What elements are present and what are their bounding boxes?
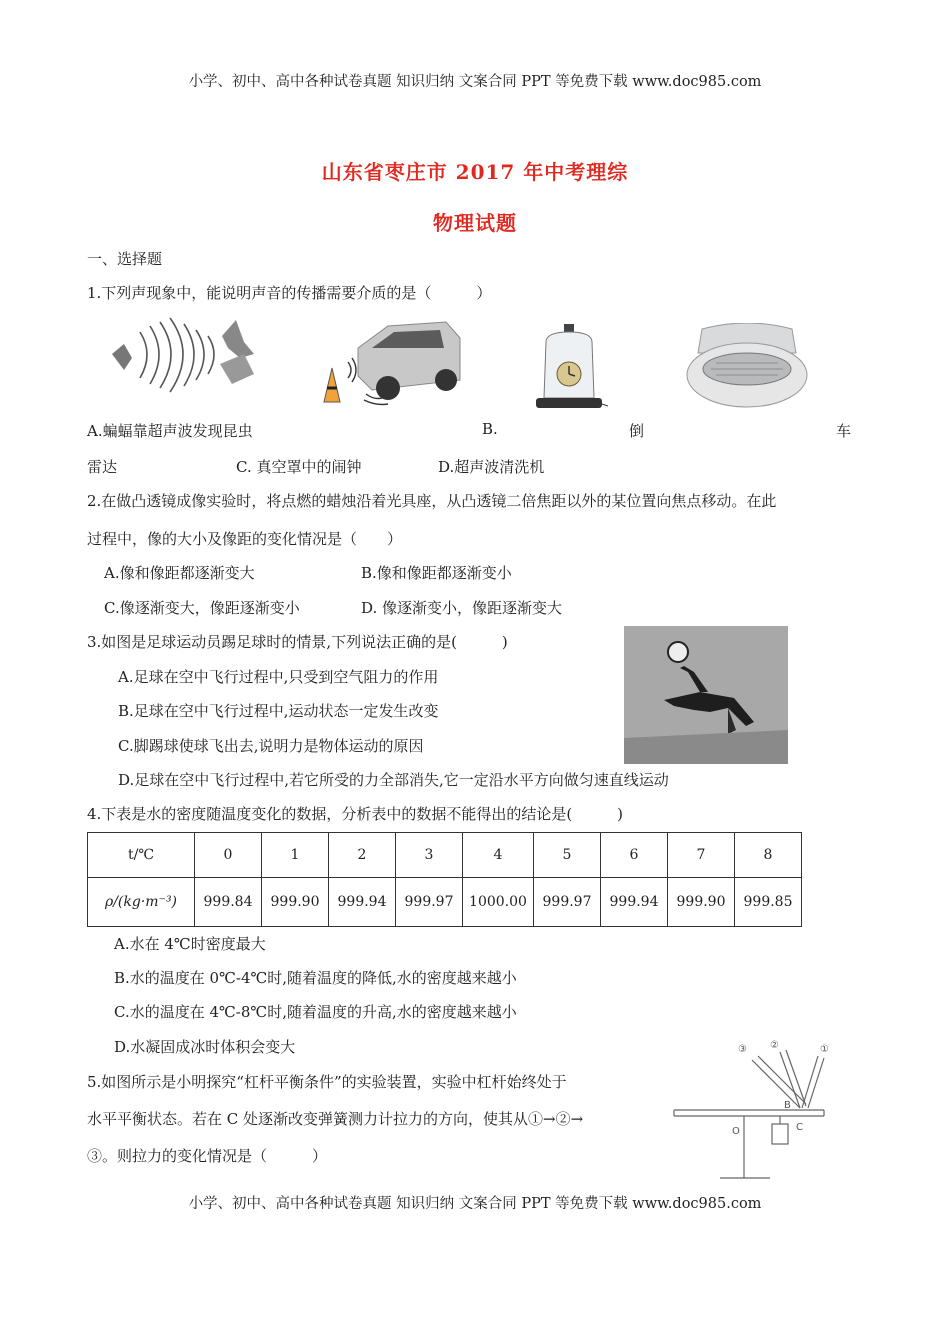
page-subtitle: 物理试题 [433,211,517,235]
q1-option-b-label: B. [482,420,498,438]
q2-stem-line1: 2.在做凸透镜成像实验时，将点燃的蜡烛沿着光具座，从凸透镜二倍焦距以外的某位置向焦点移动。在此 [87,492,777,510]
q4-option-a: A.水在 4℃时密度最大 [114,935,266,953]
q2-stem-line2: 过程中，像的大小及像距的变化情况是（ ） [87,530,403,548]
table-row [88,878,802,927]
svg-text:B: B [784,1100,791,1111]
q1-option-b-text-3: 雷达 [87,458,118,476]
table-cell: 999.85 [735,878,802,927]
svg-text:②: ② [770,1040,779,1051]
q3-option-b: B.足球在空中飞行过程中,运动状态一定发生改变 [118,702,439,720]
ultrasonic-cleaner-image [686,323,808,409]
table-cell: 0 [195,833,262,878]
q1-option-d: D.超声波清洗机 [438,458,545,476]
table-cell: 4 [463,833,534,878]
table-cell: 999.90 [668,878,735,927]
table-row [88,833,802,878]
q3-option-d: D.足球在空中飞行过程中,若它所受的力全部消失,它一定沿水平方向做匀速直线运动 [118,771,669,789]
q3-option-c: C.脚踢球使球飞出去,说明力是物体运动的原因 [118,737,424,755]
svg-text:O: O [732,1126,740,1137]
q2-option-a: A.像和像距都逐渐变大 [104,564,255,582]
table-cell: 999.90 [262,878,329,927]
q5-stem-line3: ③。则拉力的变化情况是（ ） [87,1147,328,1165]
table-cell: 2 [329,833,396,878]
lever-balance-apparatus-image [660,1038,846,1188]
table-cell: 999.94 [601,878,668,927]
table-cell: 1000.00 [463,878,534,927]
q5-stem-line2: 水平平衡状态。若在 C 处逐渐改变弹簧测力计拉力的方向，使其从①→②→ [87,1110,584,1128]
q1-option-b-text-2: 车 [836,422,852,440]
table-cell: 7 [668,833,735,878]
table-cell: 999.84 [195,878,262,927]
q4-option-b: B.水的温度在 0℃-4℃时,随着温度的降低,水的密度越来越小 [114,969,517,987]
table-cell: 999.97 [396,878,463,927]
soccer-kick-photo [624,626,788,764]
q4-stem: 4.下表是水的密度随温度变化的数据，分析表中的数据不能得出的结论是( ) [87,805,624,823]
table-cell: 5 [534,833,601,878]
header-banner: 小学、初中、高中各种试卷真题 知识归纳 文案合同 PPT 等免费下载 www.doc985.com [188,74,762,90]
bat-echolocation-image [104,314,264,396]
q5-stem-line1: 5.如图所示是小明探究“杠杆平衡条件”的实验装置，实验中杠杆始终处于 [87,1073,567,1091]
table-cell: 999.97 [534,878,601,927]
q4-option-c: C.水的温度在 4℃-8℃时,随着温度的升高,水的密度越来越小 [114,1003,517,1021]
q1-option-c: C. 真空罩中的闹钟 [236,458,362,476]
q1-option-a: A.蝙蝠靠超声波发现昆虫 [87,422,253,440]
table-cell: 999.94 [329,878,396,927]
temperature-header: t/℃ [88,833,195,878]
table-cell: 3 [396,833,463,878]
q3-option-a: A.足球在空中飞行过程中,只受到空气阻力的作用 [118,668,439,686]
q2-option-c: C.像逐渐变大，像距逐渐变小 [104,599,300,617]
q2-option-b: B.像和像距都逐渐变小 [361,564,512,582]
footer-banner: 小学、初中、高中各种试卷真题 知识归纳 文案合同 PPT 等免费下载 www.doc985.com [188,1196,762,1212]
svg-text:③: ③ [738,1044,747,1055]
bell-jar-alarm-clock-image [532,322,608,418]
table-cell: 8 [735,833,802,878]
page-title: 山东省枣庄市 2017 年中考理综 [321,160,629,184]
table-cell: 1 [262,833,329,878]
section-heading: 一、选择题 [87,250,163,268]
table-cell: 6 [601,833,668,878]
density-header: ρ/(kg·m⁻³) [88,878,195,927]
q1-stem: 1.下列声现象中，能说明声音的传播需要介质的是（ ） [87,284,492,302]
q3-stem: 3.如图是足球运动员踢足球时的情景,下列说法正确的是( ) [87,633,508,651]
car-reversing-radar-image [318,318,464,410]
svg-text:①: ① [820,1044,829,1055]
water-density-table [87,832,802,927]
q1-option-b-text-1: 倒 [629,422,645,440]
q2-option-d: D. 像逐渐变小，像距逐渐变大 [361,599,563,617]
svg-text:C: C [796,1122,803,1133]
q4-option-d: D.水凝固成冰时体积会变大 [114,1038,296,1056]
